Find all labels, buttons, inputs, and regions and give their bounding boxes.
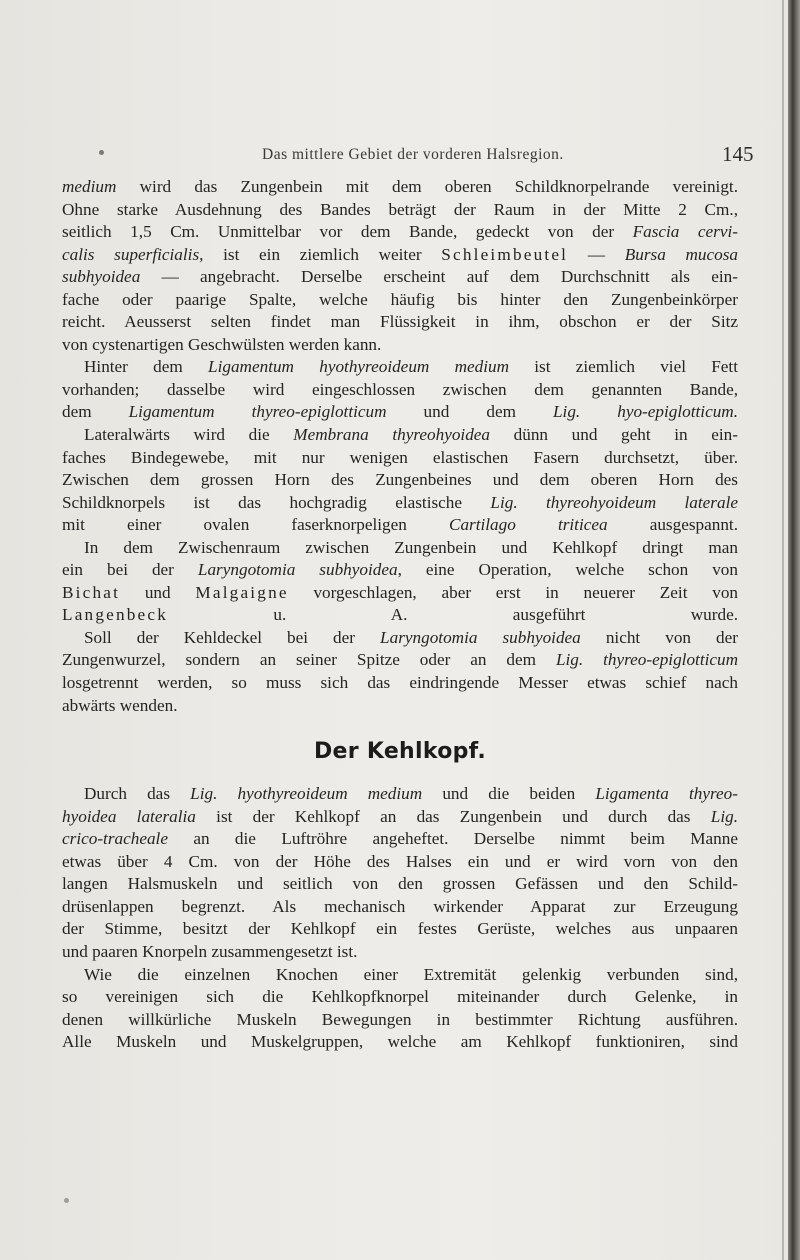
text-line xyxy=(62,537,738,560)
italic-term: crico-tracheale xyxy=(62,829,168,849)
spaced-name: Schleimbeutel xyxy=(441,244,569,264)
text-run: mit einer ovalen faserknorpeligen xyxy=(62,515,449,535)
italic-term: subhyoidea xyxy=(62,267,141,287)
text-line xyxy=(62,469,738,492)
italic-term: medium xyxy=(62,177,117,196)
text-run: Zwischen dem grossen Horn des Zungenbeines und dem oberen Horn des xyxy=(62,470,738,490)
italic-term: Laryngotomia subhyoidea xyxy=(197,560,398,580)
text-run: dünn und geht in ein- xyxy=(490,425,738,445)
italic-term: Laryngotomia subhyoidea xyxy=(380,627,581,647)
text-run: an die Luftröhre angeheftet. Derselbe nimmt beim Manne xyxy=(167,829,738,849)
page-number: 145 xyxy=(722,142,754,166)
text-run: und paaren Knorpeln zusammengesetzt ist. xyxy=(62,941,358,961)
page-header xyxy=(0,140,800,170)
body-text xyxy=(62,176,738,1054)
text-run: so vereinigen sich die Kehlkopfknorpel miteinander durch Gelenke, in xyxy=(62,987,738,1007)
italic-term: Membrana thyreohyoidea xyxy=(293,425,491,445)
text-run: dem xyxy=(62,402,129,422)
text-line xyxy=(62,424,738,447)
italic-term: Cartilago triticea xyxy=(448,515,608,535)
spaced-name: Malgaigne xyxy=(195,582,289,602)
text-run: , eine Operation, welche schon von xyxy=(397,560,738,580)
text-line xyxy=(62,447,738,470)
text-line xyxy=(62,873,738,896)
text-run: Durch das xyxy=(84,784,191,804)
text-line xyxy=(62,356,738,379)
italic-term: Ligamenta thyreo- xyxy=(595,784,738,804)
text-run: vorgeschlagen, aber erst in neuerer Zeit von xyxy=(288,582,739,602)
text-run: — angebracht. Derselbe erscheint auf dem Durchschnitt als ein- xyxy=(140,267,738,287)
text-run: faches Bindegewebe, mit nur wenigen elastischen Fasern durchsetzt, über. xyxy=(62,447,738,467)
text-line xyxy=(62,1031,738,1054)
text-run: nicht von der xyxy=(580,627,738,647)
text-line xyxy=(62,1009,738,1032)
text-run: , ist ein ziemlich weiter xyxy=(199,244,442,264)
text-line xyxy=(62,221,738,244)
text-line xyxy=(62,783,738,806)
text-run: Alle Muskeln und Muskelgruppen, welche am Kehlkopf funktioniren, sind xyxy=(62,1032,738,1052)
text-run: vorhanden; dasselbe wird eingeschlossen zwischen dem genannten Bande, xyxy=(62,379,738,399)
text-run: ausgespannt. xyxy=(607,515,738,535)
text-run: seitlich 1,5 Cm. Unmittelbar vor dem Bande, gedeckt von der xyxy=(62,222,633,242)
text-run: und dem xyxy=(386,402,553,422)
paragraph-block xyxy=(62,783,738,1054)
text-line xyxy=(62,492,738,515)
italic-term: calis superficialis xyxy=(62,244,200,264)
text-line xyxy=(62,514,738,537)
text-line xyxy=(62,806,738,829)
spaced-name: Langenbeck xyxy=(62,605,168,625)
text-line xyxy=(62,604,738,627)
text-run: — xyxy=(568,244,625,264)
text-run: drüsenlappen begrenzt. Als mechanisch wirkender Apparat zur Erzeugung xyxy=(62,896,738,916)
text-line xyxy=(62,896,738,919)
text-run: In dem Zwischenraum zwischen Zungenbein und Kehlkopf dringt man xyxy=(84,537,738,557)
italic-term: Lig. thyreohyoideum laterale xyxy=(490,492,738,512)
text-line xyxy=(62,244,738,267)
text-line xyxy=(62,289,738,312)
text-line xyxy=(62,986,738,1009)
text-line xyxy=(62,964,738,987)
text-line xyxy=(62,828,738,851)
running-head: Das mittlere Gebiet der vorderen Halsregion. xyxy=(262,146,564,163)
text-run: Wie die einzelnen Knochen einer Extremität gelenkig verbunden sind, xyxy=(84,964,738,984)
text-run: ist der Kehlkopf an das Zungenbein und durch das xyxy=(195,806,711,826)
page-edge-line xyxy=(782,0,784,1260)
book-spine-edge xyxy=(788,0,800,1260)
italic-term: Lig. thyreo-epiglotticum xyxy=(555,650,738,670)
text-run: und die beiden xyxy=(422,784,596,804)
text-run: ein bei der xyxy=(62,560,198,580)
spaced-name: Bichat xyxy=(62,582,121,602)
italic-term: Fascia cervi- xyxy=(632,222,739,242)
section-heading: Der Kehlkopf. xyxy=(313,739,486,765)
italic-term: Ligamentum thyreo-epiglotticum xyxy=(128,402,387,422)
text-run: Schildknorpels ist das hochgradig elastische xyxy=(62,492,491,512)
text-run: reicht. Aeusserst selten findet man Flüssigkeit in ihm, obschon er der Sitz xyxy=(62,312,738,332)
text-run: Zungenwurzel, sondern an seiner Spitze oder an dem xyxy=(62,650,556,670)
text-run: Ohne starke Ausdehnung des Bandes beträgt der Raum in der Mitte 2 Cm., xyxy=(62,199,738,219)
text-line xyxy=(62,941,738,964)
text-line xyxy=(62,582,738,605)
text-line xyxy=(62,695,738,718)
text-line xyxy=(62,672,738,695)
text-line xyxy=(62,401,738,424)
text-run: abwärts wenden. xyxy=(62,695,178,715)
italic-term: Lig. xyxy=(710,806,739,826)
text-line xyxy=(62,649,738,672)
text-run: denen willkürliche Muskeln Bewegungen in bestimmter Richtung ausführen. xyxy=(62,1009,738,1029)
text-line xyxy=(62,266,738,289)
text-run: Hinter dem xyxy=(84,357,209,377)
text-line xyxy=(62,851,738,874)
paper-speck xyxy=(64,1198,69,1203)
italic-term: Ligamentum hyothyreoideum medium xyxy=(208,357,509,377)
text-run: ist ziemlich viel Fett xyxy=(509,357,738,377)
text-run: langen Halsmuskeln und seitlich von den grossen Gefässen und den Schild- xyxy=(62,874,738,894)
text-line xyxy=(62,559,738,582)
text-run: losgetrennt werden, so muss sich das eindringende Messer etwas schief nach xyxy=(62,673,738,693)
italic-term: Lig. hyothyreoideum medium xyxy=(190,784,423,804)
text-run: und xyxy=(120,582,196,602)
text-line xyxy=(62,311,738,334)
italic-term: Bursa mucosa xyxy=(624,244,738,264)
text-run: fache oder paarige Spalte, welche häufig bis hinter den Zungenbeinkörper xyxy=(62,289,738,309)
text-line xyxy=(62,379,738,402)
italic-term: hyoidea lateralia xyxy=(62,806,196,826)
text-run: der Stimme, besitzt der Kehlkopf ein festes Gerüste, welches aus unpaaren xyxy=(62,919,738,939)
text-line xyxy=(62,334,738,357)
text-line xyxy=(62,176,738,199)
text-line xyxy=(62,627,738,650)
text-run: etwas über 4 Cm. von der Höhe des Halses ein und er wird vorn von den xyxy=(62,851,738,871)
text-run: u. A. ausgeführt wurde. xyxy=(167,605,738,625)
paragraph-block xyxy=(62,176,738,717)
text-run: Soll der Kehldeckel bei der xyxy=(84,627,381,647)
text-line xyxy=(62,918,738,941)
text-run: Lateralwärts wird die xyxy=(84,425,294,445)
text-run: von cystenartigen Geschwülsten werden kann. xyxy=(62,334,382,354)
text-line xyxy=(62,199,738,222)
italic-term: Lig. hyo-epiglotticum. xyxy=(552,402,738,422)
text-run: wird das Zungenbein mit dem oberen Schildknorpelrande vereinigt. xyxy=(116,177,738,196)
